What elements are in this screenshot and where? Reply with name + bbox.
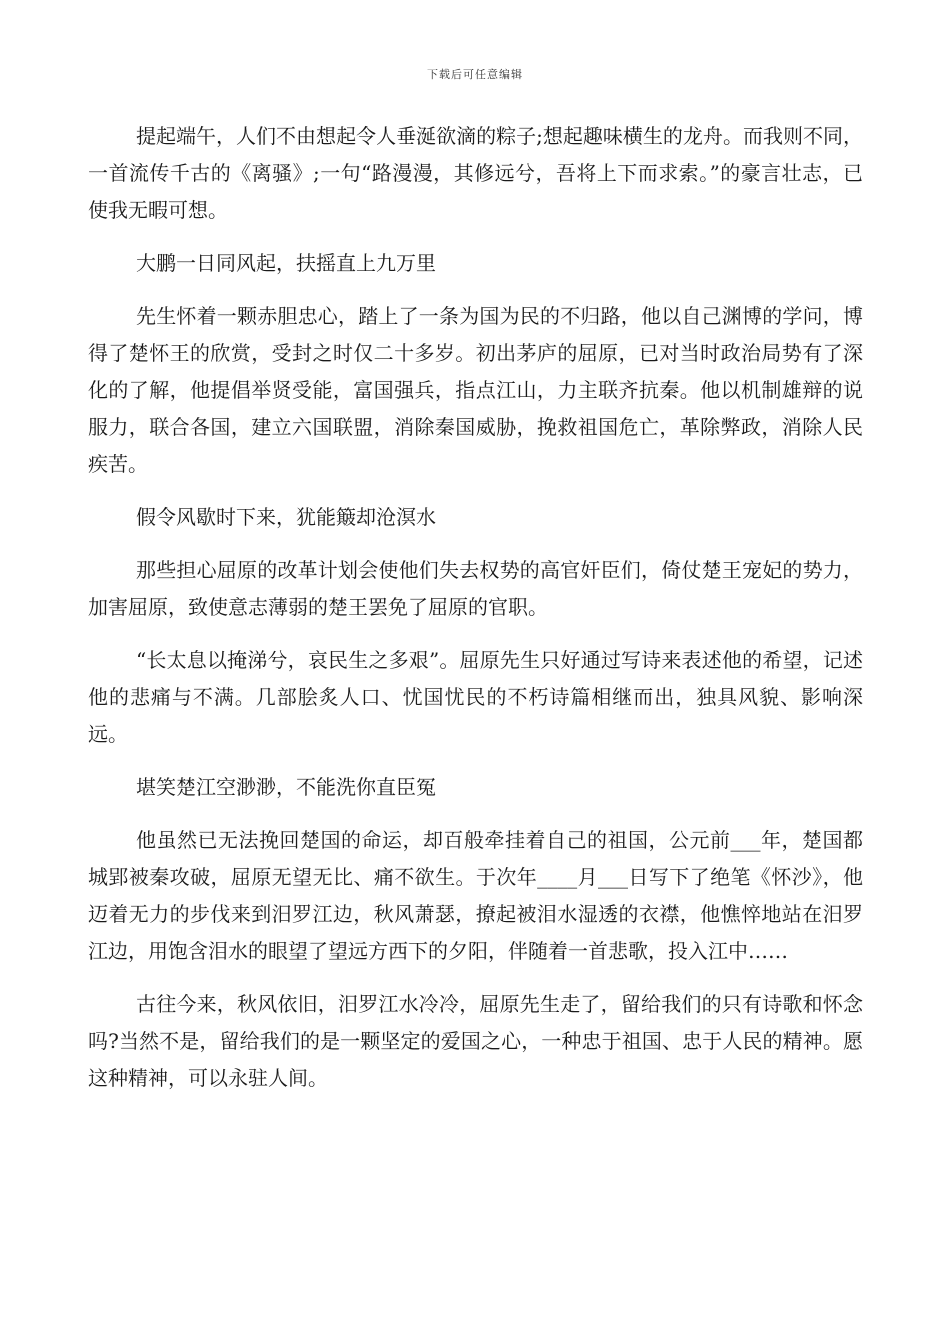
section-heading-verse: 大鹏一日同风起，扶摇直上九万里: [136, 251, 436, 275]
paragraph: 提起端午，人们不由想起令人垂涎欲滴的粽子;想起趣味横生的龙舟。而我则不同，一首流传千古的《离骚》;一句“路漫漫，其修远兮，吾将上下而求索。”的豪言壮志，已使我无暇可想。: [88, 124, 863, 222]
paragraph: 那些担心屈原的改革计划会使他们失去权势的高官奸臣们，倚仗楚王宠妃的势力，加害屈原，致使意志薄弱的楚王罢免了屈原的官职。: [88, 558, 863, 619]
paragraph: 古往今来，秋风依旧，汨罗江水冷冷，屈原先生走了，留给我们的只有诗歌和怀念吗?当然不是，留给我们的是一颗坚定的爱国之心，一种忠于祖国、忠于人民的精神。愿这种精神，可以永驻人间。: [88, 992, 863, 1090]
paragraph: 先生怀着一颗赤胆忠心，踏上了一条为国为民的不归路，他以自己渊博的学问，博得了楚怀王的欣赏，受封之时仅二十多岁。初出茅庐的屈原，已对当时政治局势有了深化的了解，他提倡举贤受能，富国强兵，指点江山，力主联齐抗秦。他以机制雄辩的说服力，联合各国，建立六国联盟，消除秦国威胁，挽救祖国危亡，革除弊政，消除人民疾苦。: [88, 304, 863, 476]
page-header-note: 下载后可任意编辑: [427, 68, 523, 81]
document-body: [88, 118, 863, 1113]
section-heading-verse: 堪笑楚江空渺渺，不能洗你直臣冤: [136, 775, 436, 799]
section-heading-verse: 假令风歇时下来，犹能簸却沧溟水: [136, 505, 436, 529]
paragraph: “长太息以掩涕兮，哀民生之多艰”。屈原先生只好通过写诗来表述他的希望，记述他的悲痛与不满。几部脍炙人口、忧国忧民的不朽诗篇相继而出，独具风貌、影响深远。: [88, 648, 863, 746]
paragraph: 他虽然已无法挽回楚国的命运，却百般牵挂着自己的祖国，公元前___年，楚国都城郢被秦攻破，屈原无望无比、痛不欲生。于次年____月___日写下了绝笔《怀沙》，他迈着无力的步伐来到汨罗江边，秋风萧瑟，撩起被泪水湿透的衣襟，他憔悴地站在汨罗江边，用饱含泪水的眼望了望远方西下的夕阳，伴随着一首悲歌，投入江中……: [88, 828, 863, 963]
